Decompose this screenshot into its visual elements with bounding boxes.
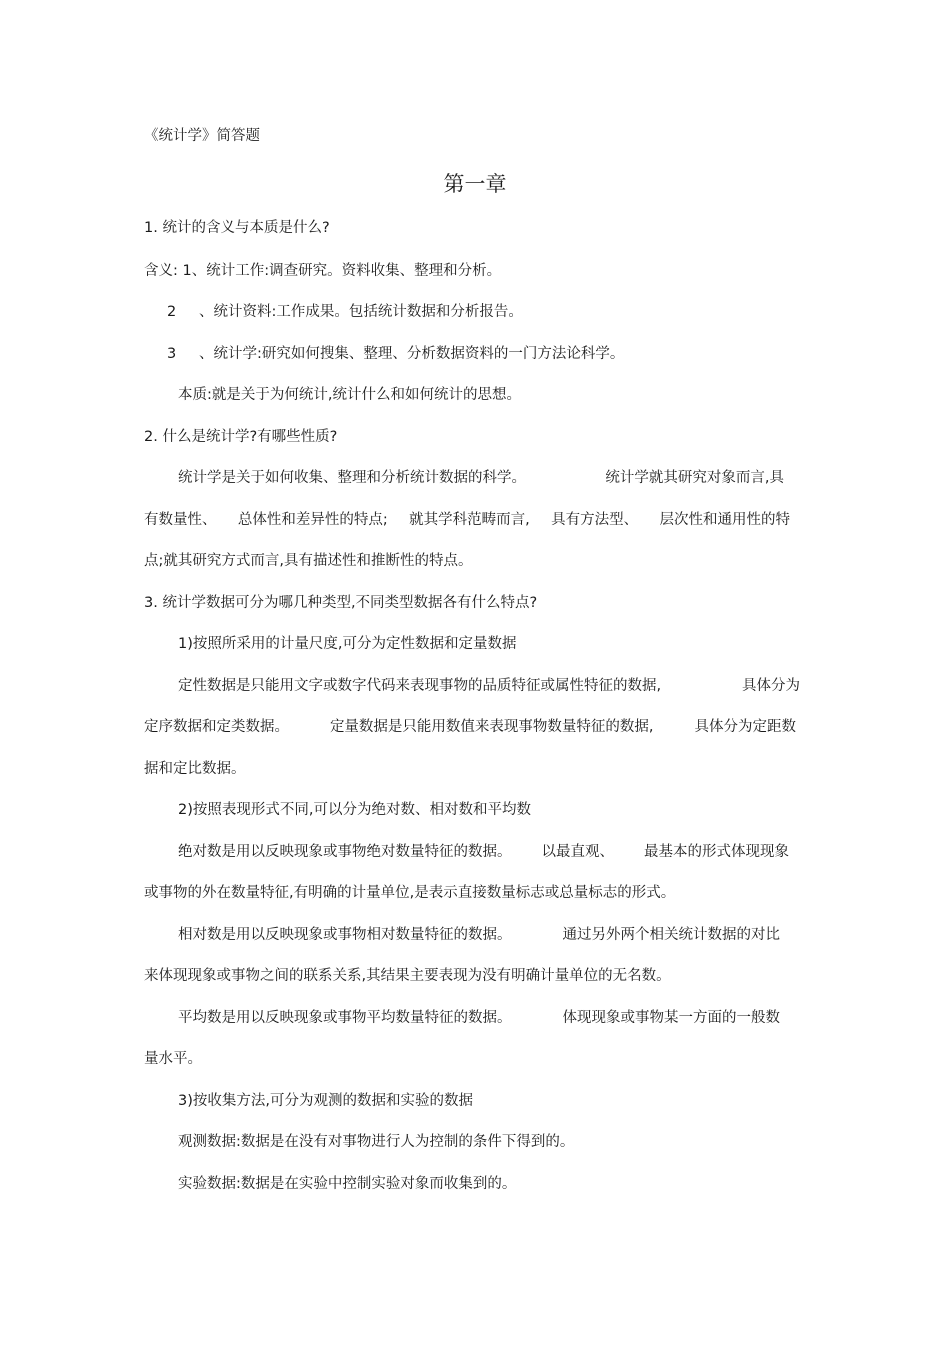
q3-s1-line-3: 据和定比数据。 bbox=[144, 761, 246, 777]
q3-text: 定序数据和定类数据。 bbox=[144, 719, 289, 735]
q3-section-2-title: 2)按照表现形式不同,可以分为绝对数、相对数和平均数 bbox=[178, 802, 531, 818]
q3-s2-absolute-line-2: 或事物的外在数量特征,有明确的计量单位,是表示直接数量标志或总量标志的形式。 bbox=[144, 885, 676, 901]
q3-text: 绝对数是用以反映现象或事物绝对数量特征的数据。 bbox=[178, 844, 512, 860]
q2-text: 就其学科范畴而言, bbox=[409, 512, 530, 528]
q3-text: 具体分为定距数 bbox=[694, 719, 796, 735]
q3-text: 具体分为 bbox=[742, 678, 800, 694]
q3-s2-average-line-1 bbox=[178, 1008, 780, 1028]
question-1: 1. 统计的含义与本质是什么? bbox=[144, 220, 330, 236]
chapter-heading: 第一章 bbox=[443, 172, 507, 196]
q3-s2-average-line-2: 量水平。 bbox=[144, 1051, 202, 1067]
q1-meaning-2-text: 、统计资料:工作成果。包括统计数据和分析报告。 bbox=[199, 304, 523, 320]
q2-text: 有数量性、 bbox=[144, 512, 217, 528]
question-3: 3. 统计学数据可分为哪几种类型,不同类型数据各有什么特点? bbox=[144, 595, 538, 611]
document-title: 《统计学》简答题 bbox=[144, 128, 260, 144]
q3-section-3-title: 3)按收集方法,可分为观测的数据和实验的数据 bbox=[178, 1093, 473, 1109]
q2-text: 统计学是关于如何收集、整理和分析统计数据的科学。 bbox=[178, 470, 526, 486]
q1-meaning-1: 含义: 1、统计工作:调查研究。资料收集、整理和分析。 bbox=[144, 263, 502, 279]
q1-meaning-3-num: 3 bbox=[167, 346, 177, 362]
q3-s3-observed: 观测数据:数据是在没有对事物进行人为控制的条件下得到的。 bbox=[178, 1134, 575, 1150]
q2-paragraph-line-2 bbox=[144, 510, 790, 530]
q1-meaning-3-text: 、统计学:研究如何搜集、整理、分析数据资料的一门方法论科学。 bbox=[199, 346, 625, 362]
q1-meaning-2 bbox=[167, 302, 523, 322]
q3-s3-experimental: 实验数据:数据是在实验中控制实验对象而收集到的。 bbox=[178, 1176, 517, 1192]
q3-text: 最基本的形式体现现象 bbox=[644, 844, 789, 860]
q2-paragraph-line-1 bbox=[178, 468, 784, 488]
question-2: 2. 什么是统计学?有哪些性质? bbox=[144, 429, 338, 445]
q3-text: 通过另外两个相关统计数据的对比 bbox=[562, 927, 780, 943]
q3-s1-line-1 bbox=[178, 676, 800, 696]
q2-text: 统计学就其研究对象而言,具 bbox=[605, 470, 784, 486]
q3-text: 体现现象或事物某一方面的一般数 bbox=[562, 1010, 780, 1026]
q3-s2-relative-line-1 bbox=[178, 925, 780, 945]
q2-text: 层次性和通用性的特 bbox=[659, 512, 790, 528]
q2-paragraph-line-3: 点;就其研究方式而言,具有描述性和推断性的特点。 bbox=[144, 553, 473, 569]
q1-meaning-2-num: 2 bbox=[167, 304, 177, 320]
q3-text: 以最直观、 bbox=[541, 844, 614, 860]
q2-text: 具有方法型、 bbox=[551, 512, 639, 528]
q3-text: 平均数是用以反映现象或事物平均数量特征的数据。 bbox=[178, 1010, 512, 1026]
q3-s1-line-2 bbox=[144, 717, 796, 737]
q3-s2-relative-line-2: 来体现现象或事物之间的联系关系,其结果主要表现为没有明确计量单位的无名数。 bbox=[144, 968, 671, 984]
q1-meaning-3 bbox=[167, 344, 624, 364]
q3-s2-absolute-line-1 bbox=[178, 842, 789, 862]
q2-text: 总体性和差异性的特点; bbox=[237, 512, 388, 528]
q3-text: 定量数据是只能用数值来表现事物数量特征的数据, bbox=[329, 719, 654, 735]
q3-section-1-title: 1)按照所采用的计量尺度,可分为定性数据和定量数据 bbox=[178, 636, 517, 652]
q3-text: 相对数是用以反映现象或事物相对数量特征的数据。 bbox=[178, 927, 512, 943]
q1-essence: 本质:就是关于为何统计,统计什么和如何统计的思想。 bbox=[178, 387, 521, 403]
q3-text: 定性数据是只能用文字或数字代码来表现事物的品质特征或属性特征的数据, bbox=[178, 678, 662, 694]
